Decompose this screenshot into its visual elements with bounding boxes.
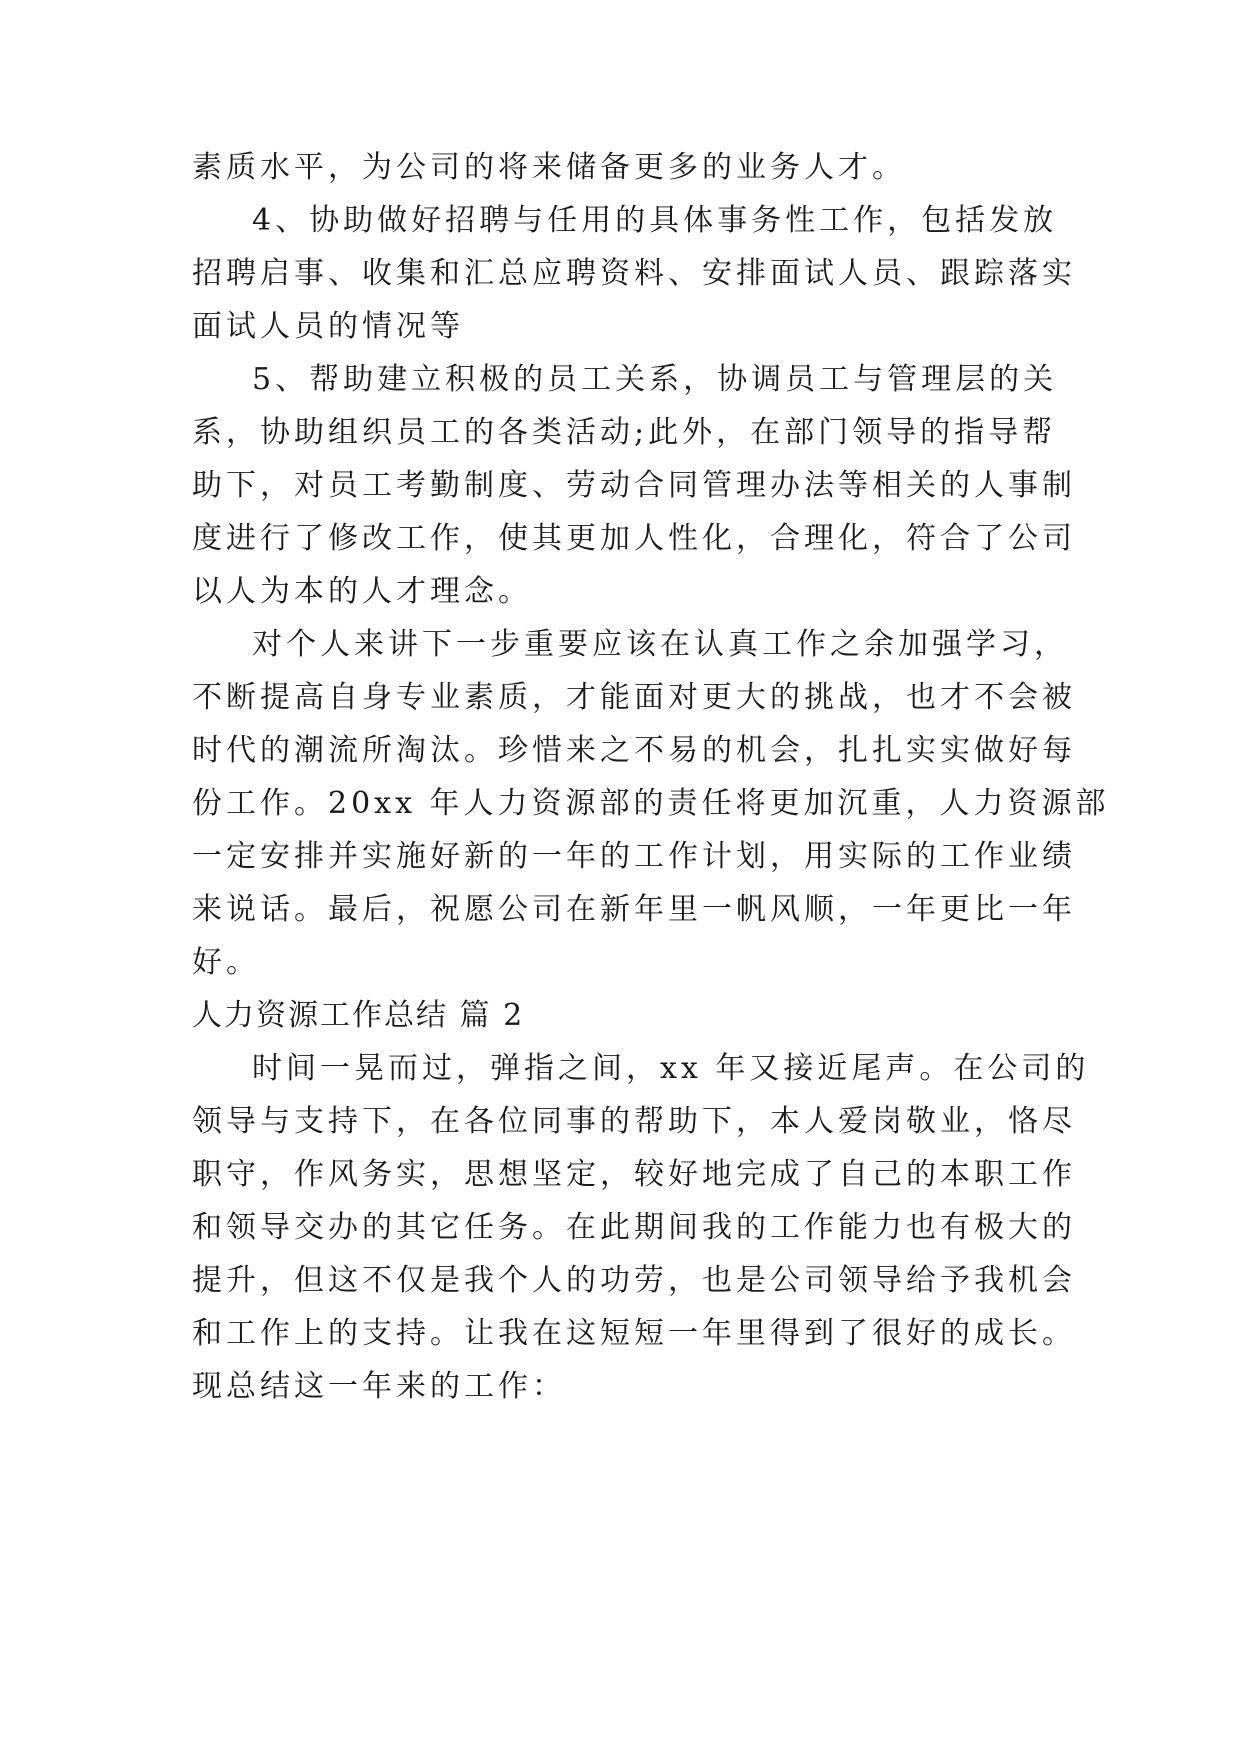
text-line: 和工作上的支持。让我在这短短一年里得到了很好的成长。 [192, 1316, 1076, 1351]
text-line: 不断提高自身专业素质，才能面对更大的挑战，也才不会被 [192, 680, 1076, 715]
text-line: 招聘启事、收集和汇总应聘资料、安排面试人员、跟踪落实 [192, 256, 1076, 291]
text-line: 面试人员的情况等 [192, 309, 464, 344]
text-line: 助下，对员工考勤制度、劳动合同管理办法等相关的人事制 [192, 468, 1076, 503]
text-line: 系，协助组织员工的各类活动;此外，在部门领导的指导帮 [192, 415, 1057, 450]
text-line: 一定安排并实施好新的一年的工作计划，用实际的工作业绩 [192, 839, 1076, 874]
text-line: 领导与支持下，在各位同事的帮助下，本人爱岗敬业，恪尽 [192, 1104, 1076, 1139]
text-line: 素质水平，为公司的将来储备更多的业务人才。 [192, 150, 906, 185]
text-line: 时间一晃而过，弹指之间，xx 年又接近尾声。在公司的 [252, 1051, 1090, 1086]
text-line: 时代的潮流所淘汰。珍惜来之不易的机会，扎扎实实做好每 [192, 733, 1076, 768]
text-line: 和领导交办的其它任务。在此期间我的工作能力也有极大的 [192, 1210, 1076, 1245]
section-heading: 人力资源工作总结 篇 2 [192, 998, 525, 1033]
text-line: 现总结这一年来的工作： [192, 1369, 566, 1404]
text-line: 份工作。20xx 年人力资源部的责任将更加沉重，人力资源部 [192, 786, 1110, 821]
text-line: 好。 [192, 945, 260, 980]
text-line: 提升，但这不仅是我个人的功劳，也是公司领导给予我机会 [192, 1263, 1076, 1298]
text-line: 以人为本的人才理念。 [192, 574, 532, 609]
text-line: 对个人来讲下一步重要应该在认真工作之余加强学习， [252, 627, 1068, 662]
text-line: 度进行了修改工作，使其更加人性化，合理化，符合了公司 [192, 521, 1076, 556]
text-line: 职守，作风务实，思想坚定，较好地完成了自己的本职工作 [192, 1157, 1076, 1192]
text-line: 来说话。最后，祝愿公司在新年里一帆风顺，一年更比一年 [192, 892, 1076, 927]
text-line: 4、协助做好招聘与任用的具体事务性工作，包括发放 [252, 203, 1058, 238]
text-line: 5、帮助建立积极的员工关系，协调员工与管理层的关 [252, 362, 1058, 397]
